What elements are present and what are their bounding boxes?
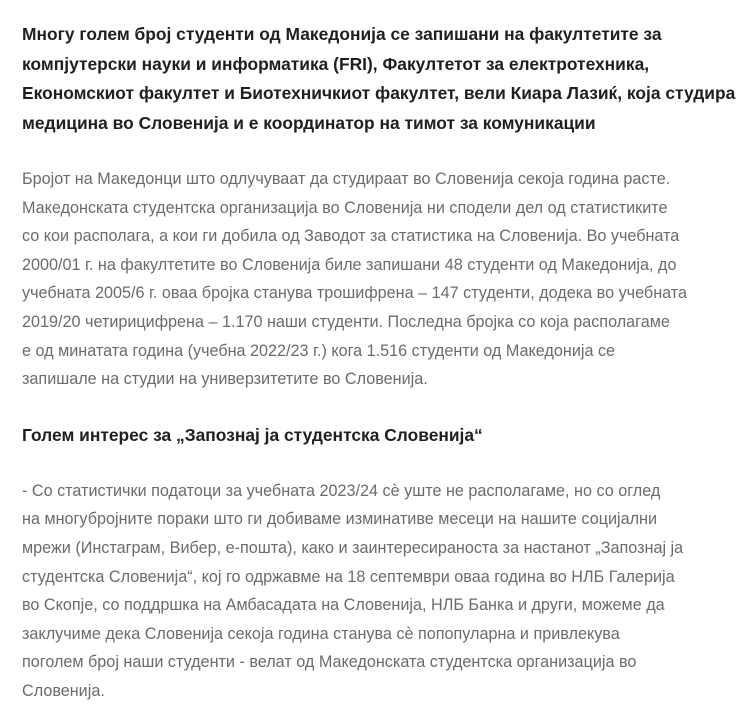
paragraph-line: студентска Словенија“, кој го одржавме на 18 септември оваа година во НЛБ Галерија <box>22 567 675 586</box>
spacer <box>22 450 722 477</box>
lead-line: медицина во Словенија и е координатор на тимот за комуникации <box>22 112 596 133</box>
article-body <box>22 20 736 706</box>
quote-paragraph <box>22 477 722 706</box>
lead-paragraph <box>22 20 736 138</box>
paragraph-line: 2000/01 г. на факултетите во Словенија биле запишани 48 студенти од Македонија, до <box>22 255 677 274</box>
paragraph-line: - Со статистички податоци за учебната 2023/24 сѐ уште не располагаме, но со оглед <box>22 481 661 500</box>
paragraph-line: на многубројните пораки што ги добиваме изминативе месеци на нашите социјални <box>22 510 658 529</box>
paragraph-line: со кои располага, а кои ги добила од Заводот за статистика на Словенија. Во учебната <box>22 227 680 246</box>
paragraph-line: мрежи (Инстаграм, Вибер, е-пошта), како и заинтересираноста за настанот „Запознај ја <box>22 538 684 557</box>
statistics-paragraph <box>22 165 722 394</box>
paragraph-line: поголем број наши студенти - велат од Македонската студентска организација во <box>22 653 637 672</box>
paragraph-line: Македонската студентска организација во Словенија ни сподели дел од статистиките <box>22 198 668 217</box>
lead-line: Економскиот факултет и Биотехничкиот факултет, вели Киара Лазиќ, која студира <box>22 83 736 103</box>
paragraph-line: учебната 2005/6 г. оваа бројка станува трошифрена – 147 студенти, додека во учебната <box>22 284 688 303</box>
lead-line: Многу голем број студенти од Македонија се запишани на факултетите за <box>22 24 662 44</box>
section-subheading: Голем интерес за „Запознај ја студентска Словенија“ <box>22 424 483 445</box>
paragraph-line: е од минатата година (учебна 2022/23 г.) кога 1.516 студенти од Македонија се <box>22 341 616 360</box>
spacer <box>22 138 722 165</box>
paragraph-line: во Скопје, со поддршка на Амбасадата на Словенија, НЛБ Банка и други, можеме да <box>22 596 665 615</box>
paragraph-line: 2019/20 четирицифрена – 1.170 наши студенти. Последна бројка со која располагаме <box>22 312 670 331</box>
paragraph-line: Бројот на Македонци што одлучуваат да студираат во Словенија секоја година расте. <box>22 170 671 188</box>
paragraph-line: Словенија. <box>22 681 105 700</box>
paragraph-line: запишале на студии на универзитетите во Словенија. <box>22 370 428 389</box>
spacer <box>22 394 722 421</box>
lead-line: компјутерски науки и информатика (FRI), Факултетот за електротехника, <box>22 53 650 74</box>
paragraph-line: заклучиме дека Словенија секоја година станува сѐ попопуларна и привлекува <box>22 624 620 643</box>
